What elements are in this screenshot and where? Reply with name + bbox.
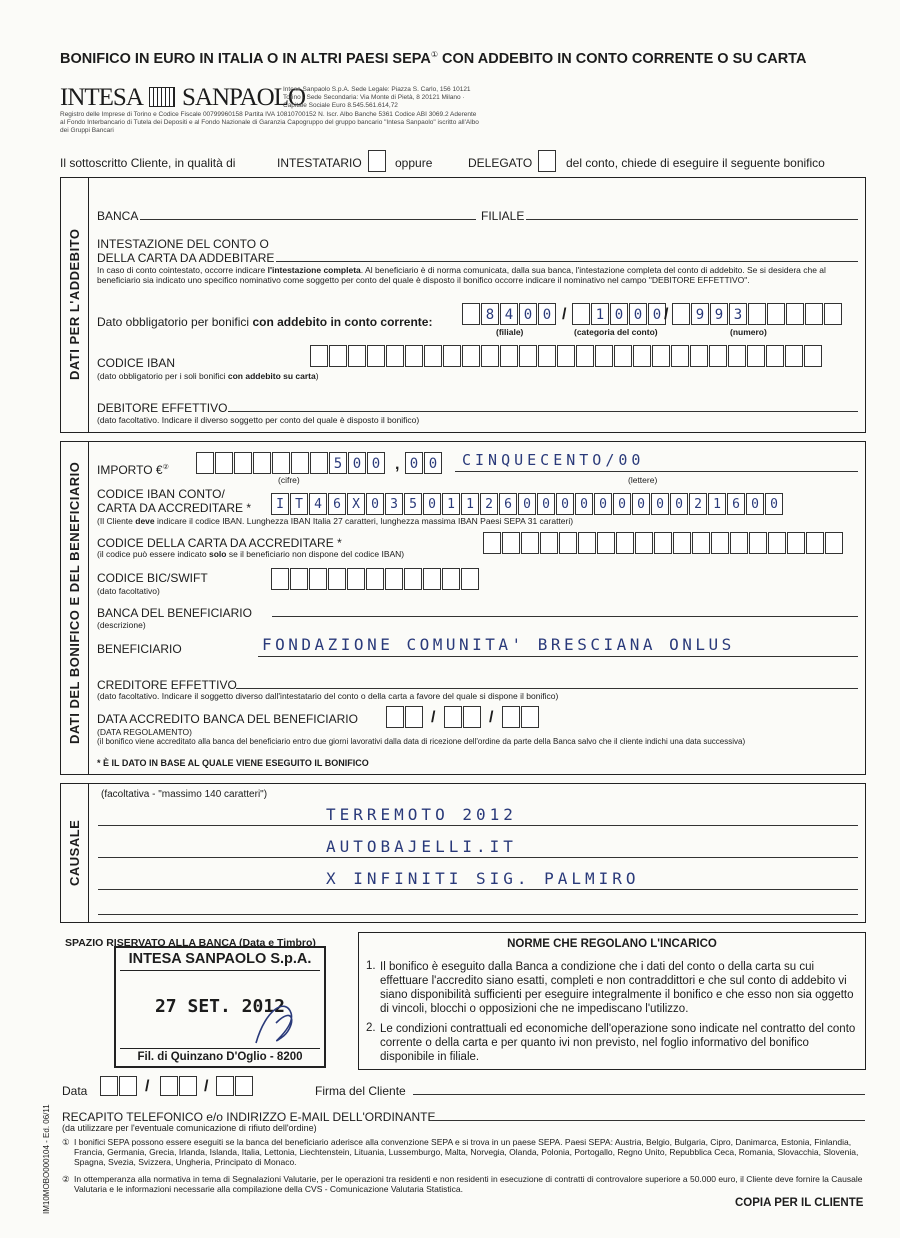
causale-line-3-value: X INFINITI SIG. PALMIRO — [326, 869, 640, 888]
char-box[interactable] — [216, 1076, 234, 1096]
footnote-2: In ottemperanza alla normativa in tema di Segnalazioni Valutarie, per le operazioni tra residenti e non residenti in esecuzione di contratti di controvalore superiore a 50.000 euro, il Cliente deve fornire la Causale Valutaria e le informazioni necessarie alla compilazione della CVS - Comunicazione Valutaria Statistica. — [74, 1174, 863, 1194]
char-box[interactable] — [462, 345, 480, 367]
intro-text: Il sottoscritto Cliente, in qualità di INTESTATARIO oppure DELEGATO del conto, chiede di eseguire il seguente bonifico — [60, 156, 890, 172]
char-box[interactable] — [366, 568, 384, 590]
filiale-caption: (filiale) — [496, 327, 524, 337]
char-box-value: 6 — [333, 497, 341, 512]
norme-item-2-number: 2. — [366, 1022, 376, 1034]
char-box[interactable] — [502, 532, 520, 554]
char-box[interactable] — [424, 345, 442, 367]
causale-line-3[interactable] — [98, 889, 858, 890]
char-box-value: I — [276, 497, 284, 512]
char-box[interactable] — [272, 452, 290, 474]
char-box[interactable] — [328, 493, 346, 515]
intestazione-label-2: DELLA CARTA DA ADDEBITARE — [97, 251, 275, 265]
numero-caption: (numero) — [730, 327, 767, 337]
char-box[interactable] — [595, 345, 613, 367]
char-box[interactable] — [179, 1076, 197, 1096]
bic-note: (dato facoltativo) — [97, 586, 160, 596]
char-box[interactable] — [747, 345, 765, 367]
char-box[interactable] — [556, 493, 574, 515]
char-box[interactable] — [824, 303, 842, 325]
char-box-value: T — [295, 497, 303, 512]
stamp-bank-name: INTESA SANPAOLO S.p.A. — [120, 951, 320, 971]
char-box[interactable] — [348, 452, 366, 474]
banca-beneficiario-note: (descrizione) — [97, 620, 146, 630]
causale-line-1[interactable] — [98, 825, 858, 826]
char-box[interactable] — [367, 452, 385, 474]
iban-note: (dato obbligatorio per i soli bonifici con addebito su carta) — [97, 371, 319, 381]
char-box[interactable] — [614, 345, 632, 367]
slash-sep: / — [489, 709, 494, 726]
char-box[interactable] — [519, 303, 537, 325]
dato-obbligatorio-label: Dato obbligatorio per bonifici con addebito in conto corrente: — [97, 315, 433, 329]
iban-accredito-note: (Il Cliente deve indicare il codice IBAN. Lunghezza IBAN Italia 27 caratteri, lunghezza massima IBAN Paesi SEPA 31 caratteri) — [97, 516, 574, 526]
char-box-value: 0 — [637, 497, 645, 512]
char-box[interactable] — [709, 345, 727, 367]
firma-label: Firma del Cliente — [315, 1084, 406, 1098]
debitore-label: DEBITORE EFFETTIVO — [97, 401, 228, 415]
char-box-value: 0 — [770, 497, 778, 512]
char-box-value: 1 — [466, 497, 474, 512]
char-box[interactable] — [594, 493, 612, 515]
char-box[interactable] — [480, 493, 498, 515]
char-box[interactable] — [691, 303, 709, 325]
causale-line-1-value: TERREMOTO 2012 — [326, 805, 517, 824]
char-box[interactable] — [730, 532, 748, 554]
char-box[interactable] — [767, 303, 785, 325]
char-box[interactable] — [572, 303, 590, 325]
filiale-field[interactable] — [526, 219, 858, 220]
char-box[interactable] — [442, 568, 460, 590]
addebito-sidebar-divider — [88, 177, 89, 433]
delegato-checkbox[interactable] — [538, 150, 556, 172]
categoria-caption: (categoria del conto) — [574, 327, 658, 337]
slash-sep: / — [145, 1078, 150, 1095]
char-box[interactable] — [385, 493, 403, 515]
recapito-note: (da utilizzare per l'eventuale comunicazione di rifiuto dell'ordine) — [62, 1123, 317, 1133]
char-box[interactable] — [443, 345, 461, 367]
filiale-label: FILIALE — [481, 209, 525, 223]
char-box-value: 0 — [599, 497, 607, 512]
char-box[interactable] — [386, 345, 404, 367]
char-box[interactable] — [748, 303, 766, 325]
norme-item-2: Le condizioni contrattuali ed economiche dell'operazione sono indicate nel contratto del conto corrente o della carta e per quanto ivi non previsto, nel foglio informativo del bonifico disponibile in filiale. — [380, 1023, 856, 1063]
char-box-value: 0 — [618, 497, 626, 512]
norme-item-1: Il bonifico è eseguito dalla Banca a condizione che i dati del conto o della carta su cui effettuare l'accredito siano esatti, completi e non contraddittori e che sul conto di addebito vi siano disponibilità sufficienti per eseguire integralmente il bonifico e che esso non sia oggetto di vincoli, blocchi o opposizioni che ne impediscano l'utilizzo. — [380, 961, 854, 1015]
signature-scribble — [246, 988, 306, 1058]
char-box-value: 5 — [409, 497, 417, 512]
char-box[interactable] — [613, 493, 631, 515]
char-box[interactable] — [652, 345, 670, 367]
char-box[interactable] — [160, 1076, 178, 1096]
char-box-value: 2 — [485, 497, 493, 512]
numero-boxes[interactable] — [672, 303, 842, 325]
beneficiario-section-title: DATI DEL BONIFICO E DEL BENEFICIARIO — [67, 461, 82, 744]
char-box[interactable] — [310, 452, 328, 474]
char-box[interactable] — [673, 532, 691, 554]
banca-field[interactable] — [140, 219, 476, 220]
recapito-field[interactable] — [432, 1120, 865, 1121]
char-box-value: 0 — [614, 307, 624, 323]
data-accredito-day[interactable] — [386, 706, 423, 728]
data-accredito-year[interactable] — [502, 706, 539, 728]
stamp-branch: Fil. di Quinzano D'Oglio - 8200 — [120, 1048, 320, 1063]
char-box[interactable] — [578, 532, 596, 554]
char-box-value: 0 — [428, 456, 438, 472]
char-box[interactable] — [710, 303, 728, 325]
importo-lettere-field[interactable] — [455, 471, 858, 472]
slash-sep: / — [204, 1078, 209, 1095]
char-box-value: 6 — [732, 497, 740, 512]
bank-info: Intesa Sanpaolo S.p.A. Sede Legale: Piazza S. Carlo, 156 10121 Torino · Sede Secondaria: Via Monte di Pietà, 8 20121 Milano · Capitale Sociale Euro 8.545.561.614,72 — [283, 86, 471, 109]
char-box[interactable] — [461, 568, 479, 590]
char-box[interactable] — [461, 493, 479, 515]
char-box[interactable] — [690, 345, 708, 367]
char-box[interactable] — [729, 303, 747, 325]
char-box[interactable] — [597, 532, 615, 554]
bic-label: CODICE BIC/SWIFT — [97, 571, 208, 585]
slash-sep: / — [664, 306, 669, 323]
char-box[interactable] — [347, 493, 365, 515]
char-box[interactable] — [329, 345, 347, 367]
char-box[interactable] — [196, 452, 214, 474]
char-box[interactable] — [766, 345, 784, 367]
carta-boxes[interactable] — [483, 532, 843, 554]
char-box[interactable] — [521, 532, 539, 554]
char-box-value: 0 — [523, 497, 531, 512]
char-box[interactable] — [481, 345, 499, 367]
banca-beneficiario-label: BANCA DEL BENEFICIARIO — [97, 606, 252, 620]
norme-title: NORME CHE REGOLANO L'INCARICO — [507, 938, 717, 950]
char-box-value: 0 — [633, 307, 643, 323]
data-label: Data — [62, 1084, 88, 1098]
char-box[interactable] — [253, 452, 271, 474]
addebito-section-title: DATI PER L'ADDEBITO — [67, 228, 82, 380]
intestazione-field[interactable] — [276, 261, 858, 262]
char-box[interactable] — [538, 345, 556, 367]
debitore-note: (dato facoltativo. Indicare il diverso soggetto per conto del quale è disposto il bonifico) — [97, 415, 420, 425]
carta-label: CODICE DELLA CARTA DA ACCREDITARE * — [97, 536, 342, 550]
iban-accredito-label-1: CODICE IBAN CONTO/ — [97, 487, 225, 501]
creditore-label: CREDITORE EFFETTIVO — [97, 678, 237, 692]
intestazione-label-1: INTESTAZIONE DEL CONTO O — [97, 237, 269, 251]
form-title: BONIFICO IN EURO IN ITALIA O IN ALTRI PAESI SEPA① CON ADDEBITO IN CONTO CORRENTE O SU CARTA — [60, 50, 807, 67]
debitore-field[interactable] — [228, 411, 858, 412]
char-box-value: 0 — [371, 456, 381, 472]
beneficiario-field[interactable] — [258, 656, 858, 657]
char-box[interactable] — [654, 532, 672, 554]
causale-section-title: CAUSALE — [67, 819, 82, 886]
creditore-note: (dato facoltativo. Indicare il soggetto diverso dall'intestatario del conto o della carta a favore del quale si dispone il bonifico) — [97, 691, 559, 701]
stamp-date: 27 SET. 2012 — [154, 996, 286, 1017]
char-box[interactable] — [291, 452, 309, 474]
char-box-value: 0 — [652, 307, 662, 323]
bic-boxes[interactable] — [271, 568, 479, 590]
char-box[interactable] — [290, 568, 308, 590]
char-box[interactable] — [672, 303, 690, 325]
char-box[interactable] — [366, 493, 384, 515]
char-box-value: X — [352, 497, 360, 512]
char-box[interactable] — [329, 452, 347, 474]
char-box-value: 0 — [542, 307, 552, 323]
char-box[interactable] — [404, 568, 422, 590]
char-box[interactable] — [423, 568, 441, 590]
beneficiario-label: BENEFICIARIO — [97, 642, 182, 656]
char-box[interactable] — [463, 706, 481, 728]
decimal-comma: , — [395, 456, 400, 473]
char-box-value: 3 — [733, 307, 743, 323]
char-box[interactable] — [785, 345, 803, 367]
slash-sep: / — [431, 709, 436, 726]
importo-boxes[interactable] — [196, 452, 385, 474]
char-box-value: 0 — [675, 497, 683, 512]
footnote-1: I bonifici SEPA possono essere eseguiti se la banca del beneficiario aderisce alla convenzione SEPA e si trova in un paese SEPA. Paesi SEPA: Austria, Belgio, Bulgaria, Cipro, Danimarca, Estonia, Finlandia, Francia, Germania, Grecia, Irlanda, Islanda, Italia, Lettonia, Liechtenstein, Lituania, Lussemburgo, Malta, Norvegia, Olanda, Polonia, Portogallo, Regno Unito, Repubblica Ceca, Romania, Slovacchia, Slovenia, Spagna, Svezia, Svizzera, Ungheria, Principato di Monaco. — [74, 1137, 859, 1167]
char-box-value: 0 — [656, 497, 664, 512]
char-box[interactable] — [689, 493, 707, 515]
recapito-label: RECAPITO TELEFONICO e/o INDIRIZZO E-MAIL DELL'ORDINANTE — [62, 1110, 436, 1124]
cifre-caption: (cifre) — [278, 475, 300, 485]
char-box[interactable] — [825, 532, 843, 554]
char-box[interactable] — [537, 493, 555, 515]
char-box-value: 6 — [504, 497, 512, 512]
causale-note: (facoltativa - "massimo 140 caratteri") — [101, 789, 268, 800]
char-box[interactable] — [576, 345, 594, 367]
char-box[interactable] — [405, 452, 423, 474]
char-box[interactable] — [215, 452, 233, 474]
char-box[interactable] — [610, 303, 628, 325]
logo-emblem-icon — [149, 87, 175, 107]
char-box[interactable] — [806, 532, 824, 554]
char-box[interactable] — [711, 532, 729, 554]
char-box[interactable] — [405, 706, 423, 728]
causale-line-2-value: AUTOBAJELLI.IT — [326, 837, 517, 856]
filiale-boxes[interactable] — [462, 303, 556, 325]
bank-stamp — [114, 946, 326, 1068]
char-box[interactable] — [521, 706, 539, 728]
char-box-value: 0 — [371, 497, 379, 512]
char-box[interactable] — [500, 345, 518, 367]
data-day[interactable] — [100, 1076, 137, 1096]
carta-note: (il codice può essere indicato solo se il beneficiario non dispone del codice IBAN) — [97, 549, 405, 559]
char-box[interactable] — [765, 493, 783, 515]
char-box[interactable] — [632, 493, 650, 515]
data-accredito-month[interactable] — [444, 706, 481, 728]
intestatario-checkbox[interactable] — [368, 150, 386, 172]
char-box[interactable] — [483, 532, 501, 554]
char-box[interactable] — [309, 568, 327, 590]
data-accredito-label: DATA ACCREDITO BANCA DEL BENEFICIARIO — [97, 712, 358, 726]
char-box-value: 0 — [428, 497, 436, 512]
char-box[interactable] — [348, 345, 366, 367]
char-box[interactable] — [651, 493, 669, 515]
char-box[interactable] — [235, 1076, 253, 1096]
importo-label: IMPORTO €② — [97, 463, 169, 477]
char-box[interactable] — [405, 345, 423, 367]
char-box[interactable] — [540, 532, 558, 554]
char-box[interactable] — [559, 532, 577, 554]
char-box[interactable] — [119, 1076, 137, 1096]
char-box[interactable] — [442, 493, 460, 515]
char-box[interactable] — [768, 532, 786, 554]
beneficiario-value: FONDAZIONE COMUNITA' BRESCIANA ONLUS — [262, 635, 735, 654]
char-box[interactable] — [234, 452, 252, 474]
char-box-value: 0 — [352, 456, 362, 472]
beneficiario-sidebar-divider — [88, 441, 89, 775]
char-box[interactable] — [629, 303, 647, 325]
iban-accredito-label-2: CARTA DA ACCREDITARE * — [97, 501, 252, 515]
banca-beneficiario-field[interactable] — [272, 616, 858, 617]
char-box[interactable] — [591, 303, 609, 325]
char-box-value: 9 — [695, 307, 705, 323]
char-box-value: 0 — [409, 456, 419, 472]
decimal-boxes[interactable] — [405, 452, 442, 474]
creditore-field[interactable] — [236, 688, 858, 689]
char-box[interactable] — [502, 706, 520, 728]
char-box[interactable] — [805, 303, 823, 325]
char-box[interactable] — [347, 568, 365, 590]
char-box[interactable] — [271, 568, 289, 590]
char-box[interactable] — [746, 493, 764, 515]
char-box-value: 0 — [542, 497, 550, 512]
char-box-value: 4 — [314, 497, 322, 512]
char-box[interactable] — [708, 493, 726, 515]
char-box[interactable] — [728, 345, 746, 367]
char-box[interactable] — [671, 345, 689, 367]
char-box[interactable] — [787, 532, 805, 554]
norme-item-1-number: 1. — [366, 960, 376, 972]
char-box[interactable] — [518, 493, 536, 515]
bank-logo: INTESA SANPAOLO — [60, 84, 306, 111]
char-box[interactable] — [423, 493, 441, 515]
data-regolamento-label: (DATA REGOLAMENTO) — [97, 727, 192, 737]
char-box[interactable] — [749, 532, 767, 554]
char-box[interactable] — [404, 493, 422, 515]
char-box[interactable] — [500, 303, 518, 325]
copia-cliente: COPIA PER IL CLIENTE — [735, 1197, 864, 1209]
char-box-value: 2 — [694, 497, 702, 512]
importo-lettere-value: CINQUECENTO/00 — [462, 451, 645, 469]
iban-addebito-boxes[interactable] — [310, 345, 822, 367]
char-box[interactable] — [290, 493, 308, 515]
char-box[interactable] — [499, 493, 517, 515]
char-box[interactable] — [635, 532, 653, 554]
char-box[interactable] — [328, 568, 346, 590]
iban-footnote: * È IL DATO IN BASE AL QUALE VIENE ESEGUITO IL BONIFICO — [97, 758, 369, 768]
bank-registry: Registro delle Imprese di Torino e Codice Fiscale 00799960158 Partita IVA 10810700152 N. Iscr. Albo Banche 5361 Codice ABI 3069.2 Aderente al Fondo Interbancario di Tutela dei Depositi e al Fondo Nazionale di Garanzia Capogruppo del gruppo bancario "Intesa Sanpaolo" iscritto all'Albo dei Gruppi Bancari — [60, 111, 479, 134]
char-box[interactable] — [557, 345, 575, 367]
char-box[interactable] — [385, 568, 403, 590]
causale-line-4[interactable] — [98, 914, 858, 915]
char-box[interactable] — [367, 345, 385, 367]
char-box[interactable] — [616, 532, 634, 554]
char-box[interactable] — [786, 303, 804, 325]
char-box[interactable] — [575, 493, 593, 515]
char-box[interactable] — [271, 493, 289, 515]
char-box-value: 9 — [714, 307, 724, 323]
char-box-value: 0 — [751, 497, 759, 512]
char-box[interactable] — [727, 493, 745, 515]
firma-field[interactable] — [413, 1094, 865, 1095]
char-box-value: 8 — [485, 307, 495, 323]
char-box-value: 1 — [595, 307, 605, 323]
data-accredito-note: (il bonifico viene accreditato alla banca del beneficiario entro due giorni lavorativi dalla data di ricezione dell'ordine da parte della Banca salvo che il cliente indichi una data successiva) — [97, 737, 746, 746]
char-box[interactable] — [804, 345, 822, 367]
footnote-1-number: ① — [62, 1137, 70, 1147]
char-box[interactable] — [481, 303, 499, 325]
char-box-value: 0 — [561, 497, 569, 512]
banca-label: BANCA — [97, 209, 139, 223]
char-box-value: 1 — [713, 497, 721, 512]
char-box[interactable] — [519, 345, 537, 367]
char-box[interactable] — [692, 532, 710, 554]
data-year[interactable] — [216, 1076, 253, 1096]
char-box[interactable] — [633, 345, 651, 367]
data-month[interactable] — [160, 1076, 197, 1096]
char-box[interactable] — [538, 303, 556, 325]
char-box-value: 5 — [333, 456, 343, 472]
char-box[interactable] — [310, 345, 328, 367]
form-code: IM10MOBO000104 - Ed. 06/11 — [42, 1104, 51, 1214]
char-box[interactable] — [462, 303, 480, 325]
lettere-caption: (lettere) — [628, 475, 658, 485]
intestazione-note: In caso di conto cointestato, occorre indicare l'intestazione completa. Al beneficiario è di norma comunicata, dalla sua banca, l'intestazione completa del conto di addebito. Se si desidera che al beneficiario sia indicato uno specifico nominativo come soggetto per conto del quale è disposto il bonifico occorre indicare il nominativo nel campo "DEBITORE EFFETTIVO". — [97, 265, 826, 285]
char-box-value: 3 — [390, 497, 398, 512]
char-box-value: 0 — [580, 497, 588, 512]
slash-sep: / — [562, 306, 567, 323]
char-box[interactable] — [309, 493, 327, 515]
categoria-boxes[interactable] — [572, 303, 669, 325]
char-box-value: 4 — [504, 307, 514, 323]
char-box[interactable] — [100, 1076, 118, 1096]
bank-space-title: SPAZIO RISERVATO ALLA BANCA (Data e Timbro) — [65, 937, 316, 949]
char-box[interactable] — [670, 493, 688, 515]
causale-sidebar-divider — [88, 783, 89, 923]
char-box[interactable] — [424, 452, 442, 474]
char-box-value: 0 — [523, 307, 533, 323]
footnote-2-number: ② — [62, 1174, 70, 1184]
char-box[interactable] — [386, 706, 404, 728]
iban-accredito-boxes[interactable] — [271, 493, 783, 515]
char-box[interactable] — [444, 706, 462, 728]
iban-label: CODICE IBAN — [97, 356, 176, 370]
char-box-value: 1 — [447, 497, 455, 512]
causale-line-2[interactable] — [98, 857, 858, 858]
